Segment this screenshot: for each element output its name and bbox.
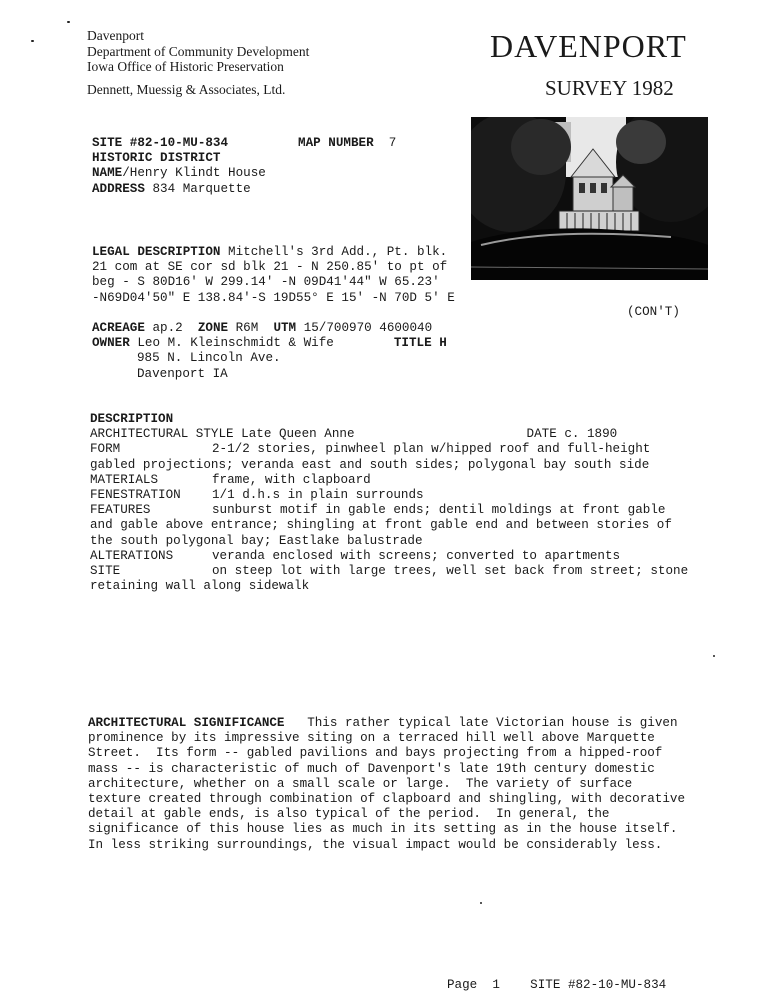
footer-site-ref: SITE #82-10-MU-834: [530, 978, 667, 992]
address-value: 834 Marquette: [152, 181, 251, 196]
map-number-value: 7: [388, 136, 397, 150]
owner-value: Leo M. Kleinschmidt & Wife: [137, 336, 334, 351]
description-heading: DESCRIPTION: [90, 412, 174, 426]
owner-address-line: 985 N. Lincoln Ave.: [137, 351, 281, 366]
survey-subtitle: SURVEY 1982: [545, 76, 674, 100]
features-value-cont: and gable above entrance; shingling at front gable end and between stories of: [90, 518, 672, 533]
legal-line: 21 com at SE cor sd blk 21 - N 250.85' to pt of: [92, 260, 448, 275]
materials-value: frame, with clapboard: [212, 472, 371, 487]
features-label: FEATURES: [90, 503, 151, 518]
org-line: Davenport: [87, 28, 144, 43]
significance-line: In less striking surroundings, the visual impact would be considerably less.: [88, 837, 663, 852]
consultant-name: Dennett, Muessig & Associates, Ltd.: [87, 82, 286, 97]
title-value: H: [439, 336, 447, 351]
site-label: SITE: [92, 136, 123, 150]
scan-speck: [31, 40, 34, 42]
owner-label: OWNER: [92, 336, 130, 351]
legal-line: beg - S 80D16' W 299.14' -N 09D41'44" W 65.23': [92, 275, 440, 290]
survey-title: DAVENPORT: [490, 28, 687, 64]
continued-note: (CON'T): [627, 305, 680, 319]
owner-address-line: Davenport IA: [137, 366, 228, 381]
features-value: sunburst motif in gable ends; dentil moldings at front gable: [212, 503, 666, 518]
page-number: 1: [492, 978, 500, 992]
significance-line: prominence by its impressive siting on a terraced hill well above Marquette: [88, 731, 655, 746]
name-label: NAME: [92, 166, 123, 181]
site-number: #82-10-MU-834: [129, 136, 229, 150]
form-value-cont: gabled projections; veranda east and south sides; polygonal bay south side: [90, 457, 650, 472]
name-value: Henry Klindt House: [129, 166, 266, 181]
significance-line: detail at gable ends, is also typical of the period. In general, the: [88, 807, 610, 822]
site-info-block: SITE #82-10-MU-834 MAP NUMBER 7 HISTORIC DISTRICT NAME / Henry Klindt House ADDRESS 834 Marquette: [92, 136, 397, 196]
scan-speck: [480, 902, 482, 904]
map-number-label: MAP NUMBER: [298, 136, 374, 150]
significance-line: This rather typical late Victorian house is given: [307, 716, 678, 730]
significance-label: ARCHITECTURAL SIGNIFICANCE: [88, 716, 285, 730]
scan-speck: [713, 655, 715, 657]
scan-speck: [67, 21, 70, 23]
org-line: Department of Community Development: [87, 43, 310, 59]
zone-value: R6M: [235, 321, 259, 335]
materials-label: MATERIALS: [90, 472, 159, 487]
significance-line: significance of this house lies as much in its setting as in the house itself.: [88, 822, 678, 837]
address-label: ADDRESS: [92, 181, 145, 196]
page-label: Page: [447, 978, 478, 992]
property-info: [92, 321, 447, 382]
site-label: SITE: [90, 564, 121, 579]
utm-value: 15/700970 4600040: [303, 321, 433, 335]
date-label: DATE: [526, 427, 557, 442]
legal-description: [92, 245, 455, 306]
historic-district-label: HISTORIC DISTRICT: [92, 151, 221, 166]
significance-line: texture created through combination of clapboard and shingling, with decorative: [88, 792, 686, 807]
alterations-value: veranda enclosed with screens; converted to apartments: [212, 548, 621, 563]
style-value: Late Queen Anne: [241, 427, 355, 442]
form-label: FORM: [90, 442, 121, 457]
site-value-cont: retaining wall along sidewalk: [90, 579, 310, 594]
zone-label: ZONE: [197, 321, 229, 335]
page-footer: [447, 978, 666, 993]
significance-line: mass -- is characteristic of much of Davenport's late 19th century domestic: [88, 761, 655, 776]
legal-description-label: LEGAL DESCRIPTION: [92, 245, 221, 259]
date-value: c. 1890: [564, 427, 618, 442]
legal-line: -N69D04'50" E 138.84'-S 19D55° E 15' -N 70D 5' E: [92, 290, 455, 305]
alterations-label: ALTERATIONS: [90, 548, 174, 563]
acreage-value: ap.2: [152, 321, 183, 335]
fenestration-label: FENESTRATION: [90, 488, 181, 503]
architectural-significance: [88, 716, 685, 853]
house-photo-image: [471, 117, 708, 280]
features-value-cont: the south polygonal bay; Eastlake balustrade: [90, 533, 423, 548]
site-value: on steep lot with large trees, well set back from street; stone: [212, 564, 689, 579]
significance-line: Street. Its form -- gabled pavilions and bays projecting from a hipped-roof: [88, 746, 663, 761]
issuing-organizations: [87, 28, 309, 75]
legal-line: Mitchell's 3rd Add., Pt. blk.: [228, 245, 448, 259]
style-label: ARCHITECTURAL STYLE: [90, 427, 234, 442]
form-value: 2-1/2 stories, pinwheel plan w/hipped roof and full-height: [212, 442, 651, 457]
fenestration-value: 1/1 d.h.s in plain surrounds: [212, 488, 424, 503]
significance-line: architecture, whether on a small scale or large. The variety of surface: [88, 776, 633, 791]
description-section: [90, 412, 688, 594]
utm-label: UTM: [273, 321, 297, 335]
house-photograph: [471, 117, 708, 280]
title-label: TITLE: [393, 336, 432, 351]
acreage-label: ACREAGE: [92, 321, 145, 335]
org-line: Iowa Office of Historic Preservation: [87, 59, 284, 74]
